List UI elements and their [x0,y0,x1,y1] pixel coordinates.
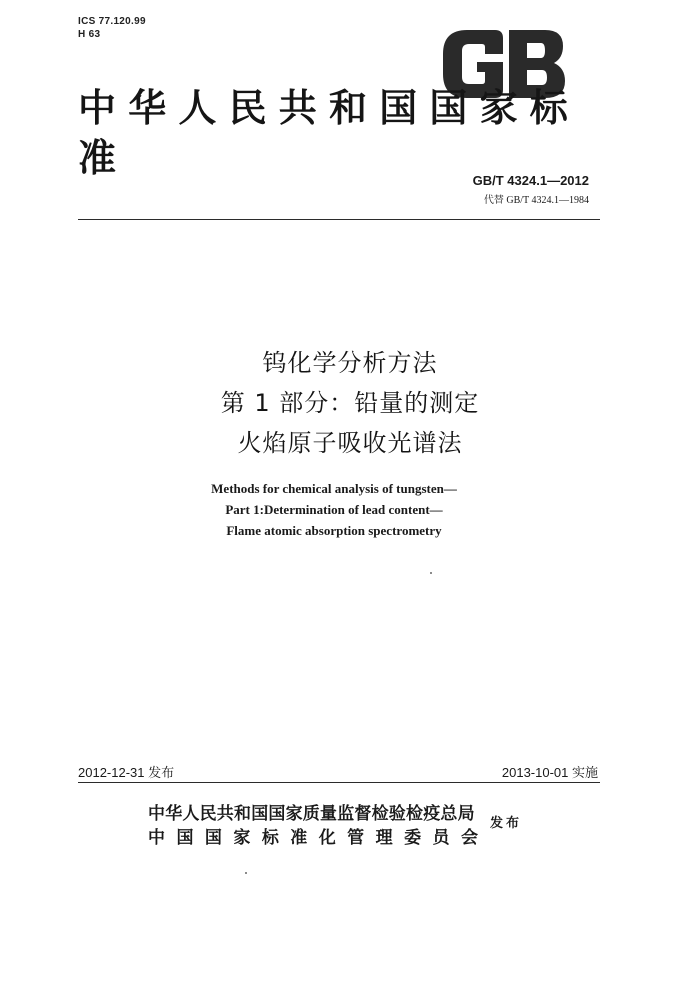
implementation-date: 2013-10-01 实施 [501,765,598,780]
ccs-code: H 63 [78,29,101,40]
publisher-sac-char: 员 [432,828,450,848]
title-en-line-3: Flame atomic absorption spectrometry [226,523,442,538]
publisher-sac-char: 标 [261,828,279,848]
ics-code: ICS 77.120.99 [78,16,146,27]
footer-divider [78,782,600,783]
national-standard-title-text: 中华人民共和国国家标准 [78,85,581,180]
national-standard-title [78,85,603,180]
publisher-sac-char: 家 [233,828,251,848]
publisher-sac-char: 准 [290,828,308,848]
publisher-aqsiq: 中华人民共和国国家质量监督检验检疫总局 [148,804,475,824]
standard-number: GB/T 4324.1—2012 [472,173,589,188]
publisher-sac-char: 中 [148,828,165,848]
title-cn-line-3: 火焰原子吸收光谱法 [237,429,463,457]
publisher-sac [148,823,478,848]
title-en-line-2: Part 1:Determination of lead content— [225,502,443,517]
publisher-sac-char: 国 [176,828,194,848]
header-divider [78,219,600,220]
publisher-sac-char: 管 [347,828,365,848]
issue-date: 2012-12-31 发布 [78,765,175,780]
publisher-sac-char: 化 [318,828,336,848]
standard-replaces: 代替 GB/T 4324.1—1984 [483,195,589,206]
title-cn-line-1: 钨化学分析方法 [262,349,438,377]
publisher-sac-char: 委 [404,828,422,848]
scan-speck [245,872,247,874]
publisher-sac-char: 会 [460,828,478,848]
publish-label: 发布 [490,816,523,831]
scan-speck [430,572,432,574]
publisher-sac-char: 国 [204,828,222,848]
publisher-sac-char: 理 [375,828,393,848]
title-cn-line-2: 第 1 部分：铅量的测定 [220,389,480,417]
title-en-line-1: Methods for chemical analysis of tungsten— [211,481,457,496]
